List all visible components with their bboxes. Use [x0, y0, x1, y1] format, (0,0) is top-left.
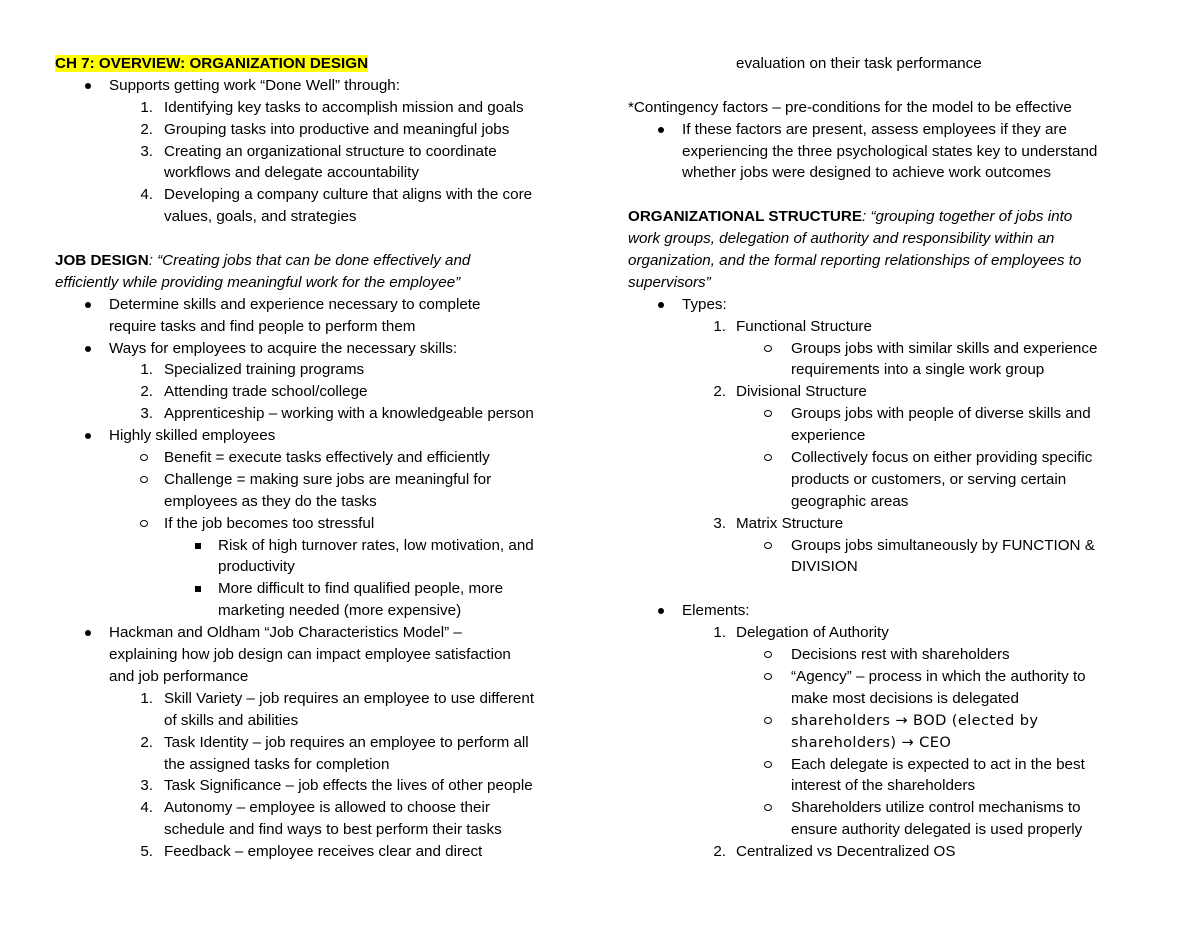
list-item: 3. Creating an organizational structure to coordinate [140, 142, 497, 160]
list-item: Types: [628, 294, 1168, 316]
list-item-continuation: explaining how job design can impact employee satisfaction [109, 646, 511, 664]
hollow-bullet-icon [140, 520, 148, 527]
list-item: Each delegate is expected to act in the best [628, 754, 1168, 776]
list-item: 2. Grouping tasks into productive and meaningful jobs [140, 120, 510, 138]
list-item: More difficult to find qualified people, more [55, 578, 595, 600]
list-item: 2. Attending trade school/college [140, 383, 368, 401]
hollow-bullet-icon [764, 542, 772, 549]
list-item: Ways for employees to acquire the necessary skills: [55, 338, 595, 360]
list-item-continuation: employees as they do the tasks [164, 492, 377, 510]
list-item-continuation: productivity [218, 558, 295, 576]
hollow-bullet-icon [140, 476, 148, 483]
list-item: Groups jobs simultaneously by FUNCTION & [628, 535, 1168, 557]
list-item: Shareholders utilize control mechanisms to [628, 797, 1168, 819]
list-item: Challenge = making sure jobs are meaningful for [55, 469, 595, 491]
list-item: 2. Task Identity – job requires an employee to perform all [140, 733, 529, 751]
list-item: 1. Specialized training programs [140, 361, 365, 379]
bullet-icon [85, 302, 91, 308]
list-item: 3. Task Significance – job effects the lives of other people [140, 777, 533, 795]
list-item: 1. Identifying key tasks to accomplish mission and goals [140, 98, 524, 116]
list-item-continuation: the assigned tasks for completion [164, 755, 390, 773]
doc-title: CH 7: OVERVIEW: ORGANIZATION DESIGN [55, 55, 369, 72]
list-item: Supports getting work “Done Well” through: [55, 75, 595, 97]
list-item: 3. Matrix Structure [713, 514, 844, 532]
list-item: If the job becomes too stressful [55, 513, 595, 535]
hollow-bullet-icon [764, 651, 772, 658]
list-item: Groups jobs with people of diverse skills and [628, 403, 1168, 425]
hollow-bullet-icon [764, 717, 772, 724]
list-item-continuation: experience [791, 427, 866, 445]
hollow-bullet-icon [764, 761, 772, 768]
hollow-bullet-icon [764, 673, 772, 680]
list-item: Highly skilled employees [55, 425, 595, 447]
list-item-continuation: schedule and find ways to best perform their tasks [164, 821, 502, 839]
right-column [628, 53, 1168, 863]
list-item: 5. Feedback – employee receives clear and direct [140, 843, 483, 861]
list-item-continuation: DIVISION [791, 558, 858, 576]
paragraph-line: work groups, delegation of authority and responsibility within an [628, 230, 1055, 248]
list-item: 2. Centralized vs Decentralized OS [713, 843, 956, 861]
hollow-bullet-icon [764, 345, 772, 352]
doc-title-line [55, 53, 595, 75]
list-item: Risk of high turnover rates, low motivation, and [55, 535, 595, 557]
list-item: 2. Divisional Structure [713, 383, 867, 401]
list-item: 1. Functional Structure [713, 317, 872, 335]
list-item-continuation: and job performance [109, 667, 249, 685]
list-item-continuation: ensure authority delegated is used properly [791, 821, 1083, 839]
list-item: 1. Delegation of Authority [713, 624, 889, 642]
hollow-bullet-icon [764, 804, 772, 811]
bullet-icon [658, 127, 664, 133]
square-bullet-icon [195, 543, 201, 549]
list-item-continuation: shareholders) → CEO [791, 733, 952, 751]
list-item: Collectively focus on either providing specific [628, 447, 1168, 469]
bullet-icon [85, 433, 91, 439]
bullet-icon [658, 302, 664, 308]
list-item: Hackman and Oldham “Job Characteristics Model” – [55, 622, 595, 644]
paragraph-line: organization, and the formal reporting relationships of employees to [628, 252, 1082, 270]
list-item-continuation: whether jobs were designed to achieve work outcomes [682, 164, 1051, 182]
list-item-continuation: interest of the shareholders [791, 777, 976, 795]
list-item-continuation: make most decisions is delegated [791, 689, 1019, 707]
bullet-icon [85, 83, 91, 89]
list-item-continuation: requirements into a single work group [791, 361, 1045, 379]
list-item: 3. Apprenticeship – working with a knowledgeable person [140, 405, 534, 423]
section-heading: JOB DESIGN [55, 252, 149, 270]
list-item: 4. Autonomy – employee is allowed to choose their [140, 799, 490, 817]
list-item: Decisions rest with shareholders [628, 644, 1168, 666]
left-column [55, 53, 595, 863]
list-item: “Agency” – process in which the authority to [628, 666, 1168, 688]
bullet-icon [658, 608, 664, 614]
list-item-continuation: require tasks and find people to perform them [109, 317, 416, 335]
list-item: Determine skills and experience necessary to complete [55, 294, 595, 316]
bullet-icon [85, 346, 91, 352]
list-item: Groups jobs with similar skills and experience [628, 338, 1168, 360]
list-item-continuation: values, goals, and strategies [164, 208, 357, 226]
paragraph-line: supervisors” [628, 273, 711, 291]
list-item-continuation: marketing needed (more expensive) [218, 602, 462, 620]
list-item: Benefit = execute tasks effectively and efficiently [55, 447, 595, 469]
bullet-icon [85, 630, 91, 636]
section-heading: ORGANIZATIONAL STRUCTURE [628, 208, 862, 226]
hollow-bullet-icon [764, 454, 772, 461]
paragraph-line: efficiently while providing meaningful work for the employee” [55, 273, 461, 291]
list-item-continuation: evaluation on their task performance [736, 55, 982, 72]
list-item-continuation: of skills and abilities [164, 711, 299, 729]
square-bullet-icon [195, 586, 201, 592]
list-item: 1. Skill Variety – job requires an employee to use different [140, 689, 535, 707]
list-item: shareholders → BOD (elected by [628, 710, 1168, 732]
list-item-continuation: experiencing the three psychological states key to understand [682, 142, 1098, 160]
list-item-continuation: geographic areas [791, 492, 909, 510]
hollow-bullet-icon [140, 454, 148, 461]
list-item: Elements: [628, 600, 1168, 622]
hollow-bullet-icon [764, 410, 772, 417]
section-heading-line [628, 206, 1168, 228]
section-definition: : “Creating jobs that can be done effectively and [148, 252, 471, 270]
list-item-continuation: workflows and delegate accountability [164, 164, 419, 182]
list-item: 4. Developing a company culture that aligns with the core [140, 186, 533, 204]
section-heading-line [55, 250, 595, 272]
section-definition: : “grouping together of jobs into [862, 208, 1073, 226]
paragraph-line: *Contingency factors – pre-conditions for the model to be effective [628, 98, 1072, 116]
list-item-continuation: products or customers, or serving certain [791, 470, 1067, 488]
list-item: If these factors are present, assess employees if they are [628, 119, 1168, 141]
